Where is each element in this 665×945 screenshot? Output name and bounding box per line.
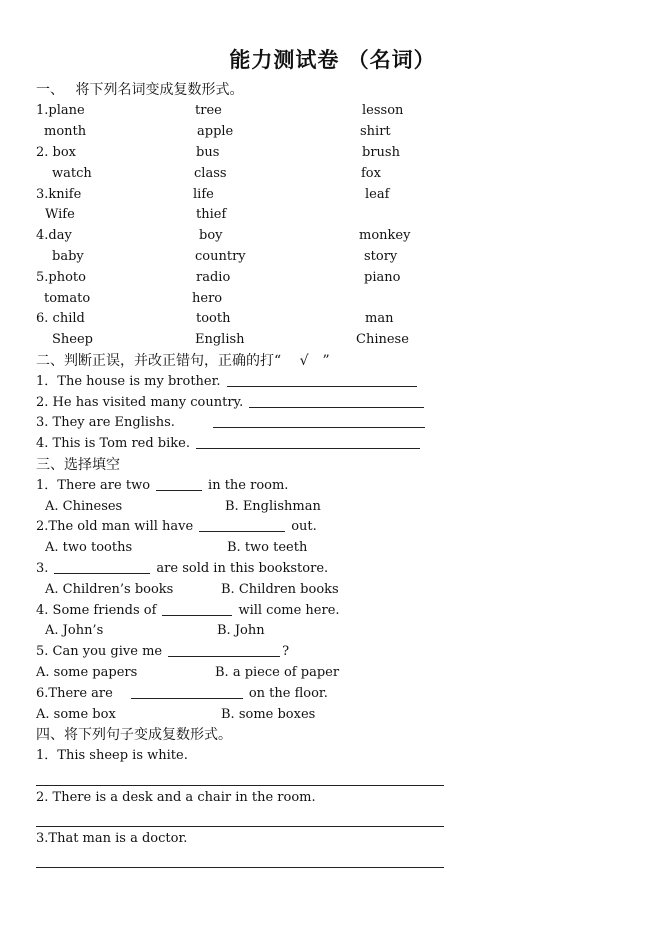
answer-line[interactable] [36, 826, 444, 827]
question-stem: 2.The old man will have [36, 519, 194, 534]
choice-question [36, 517, 317, 537]
question-stem: 6.There are [36, 686, 113, 701]
question-stem: 4. Some friends of [36, 603, 157, 618]
word-cell: fox [361, 166, 381, 181]
option-b[interactable]: B. John [217, 623, 265, 638]
word-cell: life [193, 187, 214, 202]
answer-blank[interactable] [131, 684, 243, 699]
option-a[interactable]: A. two tooths [45, 540, 133, 555]
answer-line[interactable] [36, 785, 444, 786]
option-b[interactable]: B. some boxes [221, 707, 316, 722]
question-stem: 3. [36, 561, 49, 576]
option-a[interactable]: A. Chineses [45, 499, 123, 514]
question-stem-end: on the floor. [248, 686, 328, 701]
option-b[interactable]: B. two teeth [227, 540, 308, 555]
question-row [36, 372, 417, 392]
word-cell: 3.knife [36, 187, 82, 202]
question-stem-end: are sold in this bookstore. [156, 561, 329, 576]
word-cell: tomato [44, 291, 91, 306]
answer-line[interactable] [36, 867, 444, 868]
section4-heading: 四、将下列句子变成复数形式。 [36, 727, 232, 743]
question-stem-end: in the room. [208, 478, 289, 493]
choice-question [36, 642, 289, 662]
section2-heading: 二、判断正误，并改正错句，正确的打“ √ ” [36, 353, 330, 369]
word-cell: story [364, 249, 398, 264]
word-cell: Wife [45, 207, 75, 222]
word-cell: 1.plane [36, 103, 85, 118]
word-cell: man [365, 311, 394, 326]
answer-blank[interactable] [162, 601, 232, 616]
page-title: 能力测试卷 （名词） [229, 47, 436, 72]
option-b[interactable]: B. Englishman [225, 499, 321, 514]
section3-heading: 三、选择填空 [36, 457, 120, 473]
option-a[interactable]: A. Children’s books [45, 582, 174, 597]
word-cell: apple [197, 124, 234, 139]
word-cell: 2. box [36, 145, 77, 160]
word-cell: watch [52, 166, 92, 181]
question-stem-end: ? [282, 644, 290, 659]
option-a[interactable]: A. some box [36, 707, 116, 722]
word-cell: bus [196, 145, 220, 160]
answer-blank[interactable] [54, 559, 150, 574]
question-text: 2. He has visited many country. [36, 395, 244, 410]
word-cell: thief [196, 207, 227, 222]
option-a[interactable]: A. some papers [36, 665, 138, 680]
option-b[interactable]: B. Children books [221, 582, 339, 597]
question-row [36, 393, 424, 413]
word-cell: country [195, 249, 246, 264]
answer-blank[interactable] [196, 434, 420, 449]
question-text: 4. This is Tom red bike. [36, 436, 190, 451]
word-cell: 6. child [36, 311, 85, 326]
question-row [36, 413, 425, 433]
word-cell: month [44, 124, 87, 139]
word-cell: boy [199, 228, 223, 243]
choice-question [36, 476, 288, 496]
question-stem-end: will come here. [238, 603, 340, 618]
answer-blank[interactable] [156, 476, 202, 491]
answer-blank[interactable] [227, 372, 417, 387]
answer-blank[interactable] [168, 642, 280, 657]
word-cell: tooth [196, 311, 231, 326]
answer-blank[interactable] [199, 517, 285, 532]
word-cell: brush [362, 145, 400, 160]
question-text: 3. They are Englishs. [36, 415, 175, 430]
sentence-item: 3.That man is a doctor. [36, 831, 188, 846]
word-cell: shirt [360, 124, 391, 139]
option-b[interactable]: B. a piece of paper [215, 665, 340, 680]
section1-heading: 一、 将下列名词变成复数形式。 [36, 82, 244, 98]
word-cell: monkey [359, 228, 411, 243]
word-cell: 5.photo [36, 270, 86, 285]
word-cell: tree [195, 103, 222, 118]
sentence-item: 1．This sheep is white. [36, 748, 188, 763]
word-cell: baby [52, 249, 84, 264]
question-stem-end: out. [291, 519, 317, 534]
question-stem: 1．There are two [36, 478, 151, 493]
question-row [36, 434, 420, 454]
word-cell: Chinese [356, 332, 409, 347]
question-stem: 5. Can you give me [36, 644, 163, 659]
word-cell: English [195, 332, 245, 347]
choice-question [36, 559, 328, 579]
word-cell: piano [364, 270, 401, 285]
answer-blank[interactable] [213, 413, 425, 428]
sentence-item: 2. There is a desk and a chair in the room. [36, 790, 316, 805]
word-cell: leaf [365, 187, 390, 202]
word-cell: hero [192, 291, 223, 306]
word-cell: lesson [362, 103, 404, 118]
option-a[interactable]: A. John’s [45, 623, 104, 638]
choice-question [36, 601, 340, 621]
choice-question [36, 684, 328, 704]
word-cell: Sheep [52, 332, 93, 347]
answer-blank[interactable] [249, 393, 424, 408]
question-text: 1．The house is my brother. [36, 374, 221, 389]
word-cell: radio [196, 270, 231, 285]
word-cell: 4.day [36, 228, 72, 243]
word-cell: class [194, 166, 227, 181]
